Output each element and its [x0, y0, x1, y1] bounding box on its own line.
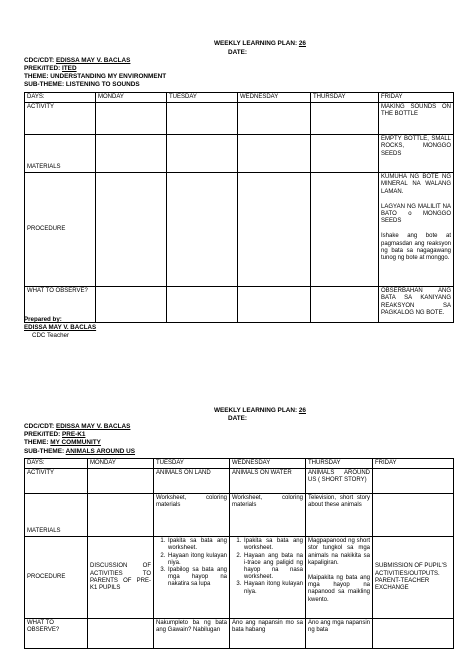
- cell-wednesday: ANIMALS ON WATER: [230, 469, 306, 494]
- header-monday: MONDAY: [96, 93, 167, 103]
- cell-monday: [96, 135, 167, 173]
- cell-friday: OBSERBAHAN ANG BATA SA KANIYANG REAKSYON SA PAGKALOG NG BOTE.: [379, 287, 454, 323]
- cell-wednesday: [238, 135, 311, 173]
- header-days: DAYS:: [25, 93, 96, 103]
- cell-monday: [88, 619, 154, 649]
- cell-friday: [379, 173, 454, 287]
- procedure-step: 1. Ipakita sa bata ang worksheet.: [167, 538, 227, 552]
- cell-friday: [373, 619, 454, 649]
- cell-wednesday: [238, 103, 311, 135]
- row-label: ACTIVITY: [25, 469, 88, 494]
- cell-friday: EMPTY BOTTLE, SMALL ROCKS, MONGGO SEEDS: [379, 135, 454, 173]
- materials-row: [25, 494, 454, 537]
- plan-title: WEEKLY LEARNING PLAN: 26: [214, 407, 306, 414]
- cell-tuesday: ANIMALS ON LAND: [154, 469, 230, 494]
- cell-wednesday: [238, 287, 311, 323]
- cell-monday: [88, 469, 154, 494]
- row-label: WHAT TO OBSERVE?: [25, 287, 96, 323]
- procedure-step: 3. Ipabilog sa bata ang mga hayop na nakatira sa lupa: [167, 567, 227, 589]
- header-days: DAYS:: [25, 459, 88, 469]
- date-label: DATE:: [228, 49, 248, 56]
- procedure-step: LAGYAN NG MALILIT NA BATO o MONGGO SEEDS: [381, 203, 451, 225]
- cell-tuesday: Nakumpleto ba ng bata ang Gawain? Nabilugan: [154, 619, 230, 649]
- header-friday: FRIDAY: [379, 93, 454, 103]
- plan-title: WEEKLY LEARNING PLAN: 26: [214, 40, 306, 47]
- procedure-step: 2. Hayaan ang bata na i-trace ang paligid ng hayop na nasa worksheet.: [243, 553, 303, 582]
- cell-friday: SUBMISSION OF PUPIL'S ACTIVITIES/OUTPUTS. PARENT-TEACHER EXCHANGE: [373, 537, 454, 619]
- cell-monday: [88, 494, 154, 537]
- plan-table-1: [24, 92, 454, 323]
- preparer-role: CDC Teacher: [32, 332, 70, 339]
- theme-line: THEME: UNDERSTANDING MY ENVIRONMENT: [24, 73, 167, 80]
- header-wednesday: WEDNESDAY: [230, 459, 306, 469]
- observe-row: [25, 287, 454, 323]
- cell-tuesday: Worksheet, coloring materials: [154, 494, 230, 537]
- table-header-row: [25, 93, 454, 103]
- header-tuesday: TUESDAY: [167, 93, 238, 103]
- cell-thursday: [311, 173, 379, 287]
- procedure-row: [25, 537, 454, 619]
- procedure-step: 2. Hayaan itong kulayan niya.: [167, 553, 227, 567]
- observe-row: [25, 619, 454, 649]
- procedure-step: KUMUHA NG BOTE NG MINERAL NA WALANG LAMAN.: [381, 174, 451, 195]
- cell-thursday: [311, 287, 379, 323]
- cdc-line: CDC/CDT: EDISSA MAY V. BACLAS: [24, 423, 131, 430]
- subtheme-line: SUB-THEME: ANIMALS AROUND US: [24, 448, 136, 455]
- procedure-row: [25, 173, 454, 287]
- activity-row: [25, 469, 454, 494]
- cell-wednesday: [230, 537, 306, 619]
- cdc-line: CDC/CDT: EDISSA MAY V. BACLAS: [24, 57, 131, 64]
- activity-row: [25, 103, 454, 135]
- cell-tuesday: [167, 173, 238, 287]
- cell-friday: [373, 494, 454, 537]
- row-label: PROCEDURE: [25, 537, 88, 619]
- prepared-by-label: Prepared by:: [24, 316, 62, 323]
- header-thursday: THURSDAY: [311, 93, 379, 103]
- cell-thursday: Ano ang mga napansin ng bata: [306, 619, 373, 649]
- prek-line: PREK/ITED: ITED: [24, 65, 77, 72]
- subtheme-line: SUB-THEME: LISTENING TO SOUNDS: [24, 81, 140, 88]
- procedure-step: Maipakita ng bata ang mga hayop na napanood sa maikling kwento.: [308, 574, 370, 603]
- row-label: MATERIALS: [25, 135, 96, 173]
- cell-wednesday: Ano ang napansin mo sa bata habang: [230, 619, 306, 649]
- cell-thursday: ANIMALS AROUND US ( SHORT STORY): [306, 469, 373, 494]
- procedure-step: 1. Ipakita sa bata ang worksheet.: [243, 538, 303, 552]
- row-label: ACTIVITY: [25, 103, 96, 135]
- cell-thursday: [311, 135, 379, 173]
- materials-row: [25, 135, 454, 173]
- header-friday: FRIDAY: [373, 459, 454, 469]
- procedure-step: Magpapanood ng short stor tungkol sa mga animals na nakikita sa kapaligiran.: [308, 538, 370, 566]
- table-header-row: [25, 459, 454, 469]
- procedure-step: Ishake ang bote at pagmasdan ang reaksyon ng bata sa nagagawang tunog ng bote at monggo.: [381, 233, 451, 261]
- procedure-step: 3. Hayaan itong kulayan niya.: [243, 581, 303, 595]
- cell-tuesday: [167, 103, 238, 135]
- cell-thursday: [311, 103, 379, 135]
- cell-tuesday: [154, 537, 230, 619]
- header-tuesday: TUESDAY: [154, 459, 230, 469]
- procedure-steps: [156, 538, 227, 588]
- cell-tuesday: [167, 135, 238, 173]
- header-wednesday: WEDNESDAY: [238, 93, 311, 103]
- prek-line: PREK/ITED: PRE-K1: [24, 431, 86, 438]
- plan-table-2: [24, 458, 454, 649]
- cell-monday: [96, 173, 167, 287]
- cell-monday: [96, 103, 167, 135]
- cell-tuesday: [167, 287, 238, 323]
- row-label: PROCEDURE: [25, 173, 96, 287]
- cell-friday: MAKING SOUNDS ON THE BOTTLE: [379, 103, 454, 135]
- preparer-name: EDISSA MAY V. BACLAS: [24, 324, 97, 331]
- header-thursday: THURSDAY: [306, 459, 373, 469]
- cell-thursday: [306, 537, 373, 619]
- cell-wednesday: Worksheet, coloring materials: [230, 494, 306, 537]
- cell-friday: [373, 469, 454, 494]
- cell-monday: [96, 287, 167, 323]
- header-monday: MONDAY: [88, 459, 154, 469]
- row-label: WHAT TO OBSERVE?: [25, 619, 88, 649]
- date-label: DATE:: [228, 415, 248, 422]
- cell-monday: DISCUSSION OF ACTIVITIES TO PARENTS OF PRE-K1 PUPILS: [88, 537, 154, 619]
- row-label: MATERIALS: [25, 494, 88, 537]
- procedure-steps: [232, 538, 303, 596]
- theme-line: THEME: MY COMMUNITY: [24, 439, 101, 446]
- cell-thursday: Television, short story about these animals: [306, 494, 373, 537]
- cell-wednesday: [238, 173, 311, 287]
